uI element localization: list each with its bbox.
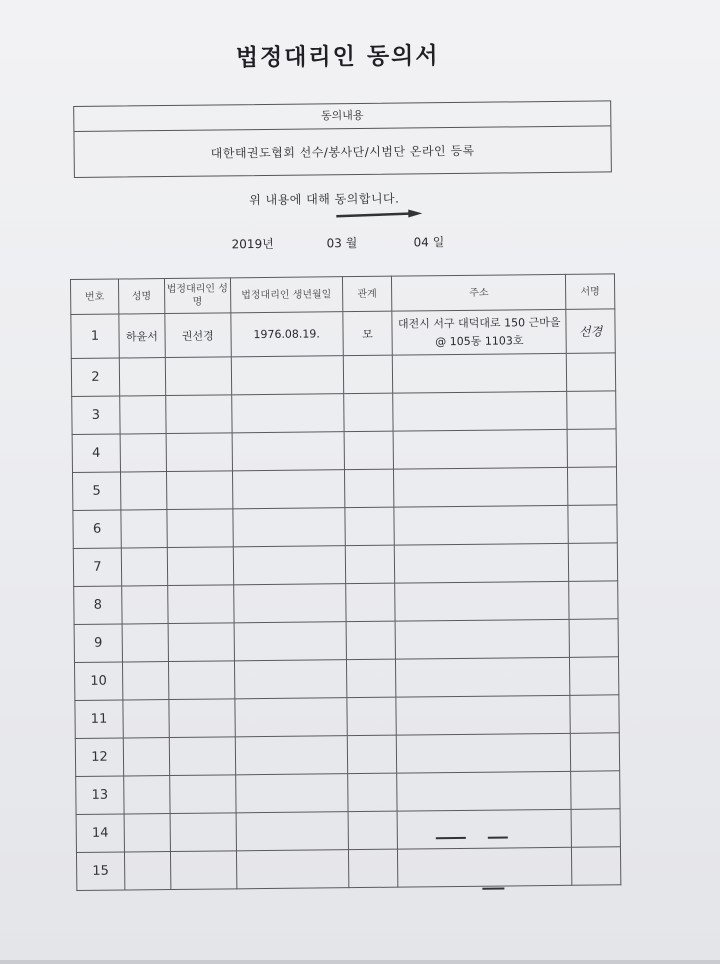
table-row bbox=[76, 847, 620, 891]
date-month: 03 월 bbox=[326, 236, 358, 251]
cell-signature bbox=[570, 695, 619, 734]
consent-header: 동의내용 bbox=[74, 101, 610, 132]
table-row bbox=[75, 695, 619, 739]
cell-name bbox=[124, 776, 170, 814]
cell-address bbox=[394, 467, 568, 507]
smudge-mark bbox=[436, 837, 466, 839]
cell-relation bbox=[347, 735, 397, 774]
cell-dob bbox=[231, 356, 343, 395]
cell-relation bbox=[346, 659, 396, 698]
cell-relation: 모 bbox=[342, 311, 392, 356]
cell-name bbox=[124, 852, 170, 890]
date-day: 04 일 bbox=[413, 235, 445, 250]
cell-relation bbox=[344, 507, 394, 546]
cell-guardian bbox=[166, 433, 232, 472]
cell-guardian bbox=[165, 357, 231, 396]
cell-name bbox=[121, 510, 167, 548]
cell-address bbox=[393, 353, 567, 393]
cell-signature: 선경 bbox=[566, 309, 615, 354]
header-relation: 관계 bbox=[342, 276, 392, 312]
cell-no: 15 bbox=[76, 852, 124, 890]
cell-no: 3 bbox=[72, 396, 120, 434]
date-year: 2019년 bbox=[231, 236, 274, 252]
table-row bbox=[72, 429, 616, 473]
cell-address bbox=[395, 543, 569, 583]
cell-guardian bbox=[168, 623, 234, 662]
cell-signature bbox=[569, 619, 618, 658]
cell-address bbox=[396, 657, 570, 697]
cell-signature bbox=[568, 543, 617, 582]
page-title: 법정대리인 동의서 bbox=[235, 43, 440, 72]
cell-signature bbox=[567, 429, 616, 468]
cell-guardian bbox=[170, 851, 236, 890]
cell-guardian bbox=[169, 775, 235, 814]
cell-no: 10 bbox=[74, 662, 122, 700]
cell-dob bbox=[236, 812, 348, 851]
cell-no: 11 bbox=[75, 700, 123, 738]
roster-table bbox=[70, 273, 621, 891]
cell-relation bbox=[346, 697, 396, 736]
cell-name bbox=[123, 738, 169, 776]
cell-dob: 1976.08.19. bbox=[230, 312, 342, 357]
cell-no: 4 bbox=[72, 434, 120, 472]
cell-name bbox=[120, 434, 166, 472]
header-signature: 서명 bbox=[565, 274, 614, 310]
cell-guardian bbox=[168, 661, 234, 700]
cell-no: 8 bbox=[74, 586, 122, 624]
cell-dob bbox=[234, 622, 346, 661]
table-row bbox=[75, 733, 619, 777]
cell-no: 12 bbox=[75, 738, 123, 776]
cell-address: 대전시 서구 대덕대로 150 근마을@ 105동 1103호 bbox=[392, 309, 566, 355]
cell-relation bbox=[344, 469, 394, 508]
cell-signature bbox=[568, 467, 617, 506]
cell-name bbox=[119, 358, 165, 396]
table-header-row bbox=[70, 274, 614, 315]
table-row bbox=[71, 309, 615, 359]
cell-signature bbox=[569, 581, 618, 620]
cell-no: 6 bbox=[73, 510, 121, 548]
table-row bbox=[72, 391, 616, 435]
cell-no: 7 bbox=[73, 548, 121, 586]
cell-address bbox=[397, 733, 571, 773]
table-row bbox=[74, 657, 618, 701]
cell-relation bbox=[345, 583, 395, 622]
cell-relation bbox=[347, 773, 397, 812]
consent-box bbox=[73, 100, 612, 178]
table-row bbox=[71, 353, 615, 397]
cell-dob bbox=[235, 698, 347, 737]
cell-signature bbox=[567, 391, 616, 430]
cell-name bbox=[124, 814, 170, 852]
header-dob: 법정대리인 생년월일 bbox=[230, 277, 342, 313]
cell-no: 9 bbox=[74, 624, 122, 662]
cell-dob bbox=[233, 584, 345, 623]
cell-signature bbox=[571, 809, 620, 848]
header-address: 주소 bbox=[392, 274, 566, 311]
table-row bbox=[73, 505, 617, 549]
cell-relation bbox=[348, 811, 398, 850]
cell-guardian bbox=[168, 585, 234, 624]
cell-no: 13 bbox=[76, 776, 124, 814]
smudge-mark bbox=[482, 888, 504, 890]
cell-name bbox=[121, 548, 167, 586]
cell-name bbox=[122, 662, 168, 700]
cell-signature bbox=[571, 771, 620, 810]
cell-address bbox=[395, 619, 569, 659]
cell-signature bbox=[566, 353, 615, 392]
cell-relation bbox=[343, 355, 393, 394]
cell-address bbox=[394, 429, 568, 469]
header-guardian: 법정대리인 성명 bbox=[164, 278, 230, 314]
cell-dob bbox=[233, 546, 345, 585]
cell-relation bbox=[348, 849, 398, 888]
consent-body: 대한태권도협회 선수/봉사단/시범단 온라인 등록 bbox=[210, 143, 475, 161]
cell-guardian bbox=[170, 813, 236, 852]
header-name: 성명 bbox=[118, 279, 164, 314]
cell-dob bbox=[232, 470, 344, 509]
cell-dob bbox=[235, 736, 347, 775]
cell-name: 하윤서 bbox=[119, 314, 165, 358]
cell-no: 5 bbox=[73, 472, 121, 510]
cell-name bbox=[122, 624, 168, 662]
cell-relation bbox=[343, 393, 393, 432]
cell-dob bbox=[234, 660, 346, 699]
cell-no: 2 bbox=[71, 358, 119, 396]
cell-signature bbox=[568, 505, 617, 544]
cell-guardian: 권선경 bbox=[165, 313, 231, 358]
cell-address bbox=[398, 847, 572, 887]
roster-body bbox=[71, 309, 621, 891]
cell-address bbox=[397, 771, 571, 811]
cell-dob bbox=[231, 394, 343, 433]
cell-guardian bbox=[167, 547, 233, 586]
cell-name bbox=[120, 472, 166, 510]
cell-signature bbox=[569, 657, 618, 696]
cell-relation bbox=[346, 621, 396, 660]
cell-name bbox=[120, 396, 166, 434]
cell-relation bbox=[345, 545, 395, 584]
cell-guardian bbox=[166, 471, 232, 510]
cell-guardian bbox=[167, 509, 233, 548]
table-row bbox=[73, 467, 617, 511]
cell-no: 14 bbox=[76, 814, 124, 852]
table-row bbox=[76, 809, 620, 853]
table-row bbox=[73, 543, 617, 587]
cell-dob bbox=[233, 508, 345, 547]
cell-name bbox=[122, 586, 168, 624]
cell-address bbox=[393, 391, 567, 431]
cell-address bbox=[396, 695, 570, 735]
cell-guardian bbox=[166, 395, 232, 434]
cell-dob bbox=[232, 432, 344, 471]
header-no: 번호 bbox=[70, 279, 118, 314]
table-row bbox=[76, 771, 620, 815]
cell-relation bbox=[344, 431, 394, 470]
arrow-icon bbox=[334, 209, 424, 220]
cell-no: 1 bbox=[71, 314, 119, 358]
table-row bbox=[74, 619, 618, 663]
cell-dob bbox=[235, 774, 347, 813]
smudge-mark bbox=[488, 836, 508, 838]
cell-name bbox=[123, 700, 169, 738]
cell-guardian bbox=[169, 737, 235, 776]
agree-statement: 위 내용에 대해 동의합니다. bbox=[249, 191, 400, 208]
table-row bbox=[74, 581, 618, 625]
cell-signature bbox=[571, 847, 620, 886]
cell-address bbox=[394, 505, 568, 545]
cell-signature bbox=[570, 733, 619, 772]
cell-dob bbox=[236, 850, 348, 889]
cell-address bbox=[395, 581, 569, 621]
cell-address bbox=[397, 809, 571, 849]
cell-guardian bbox=[169, 699, 235, 738]
